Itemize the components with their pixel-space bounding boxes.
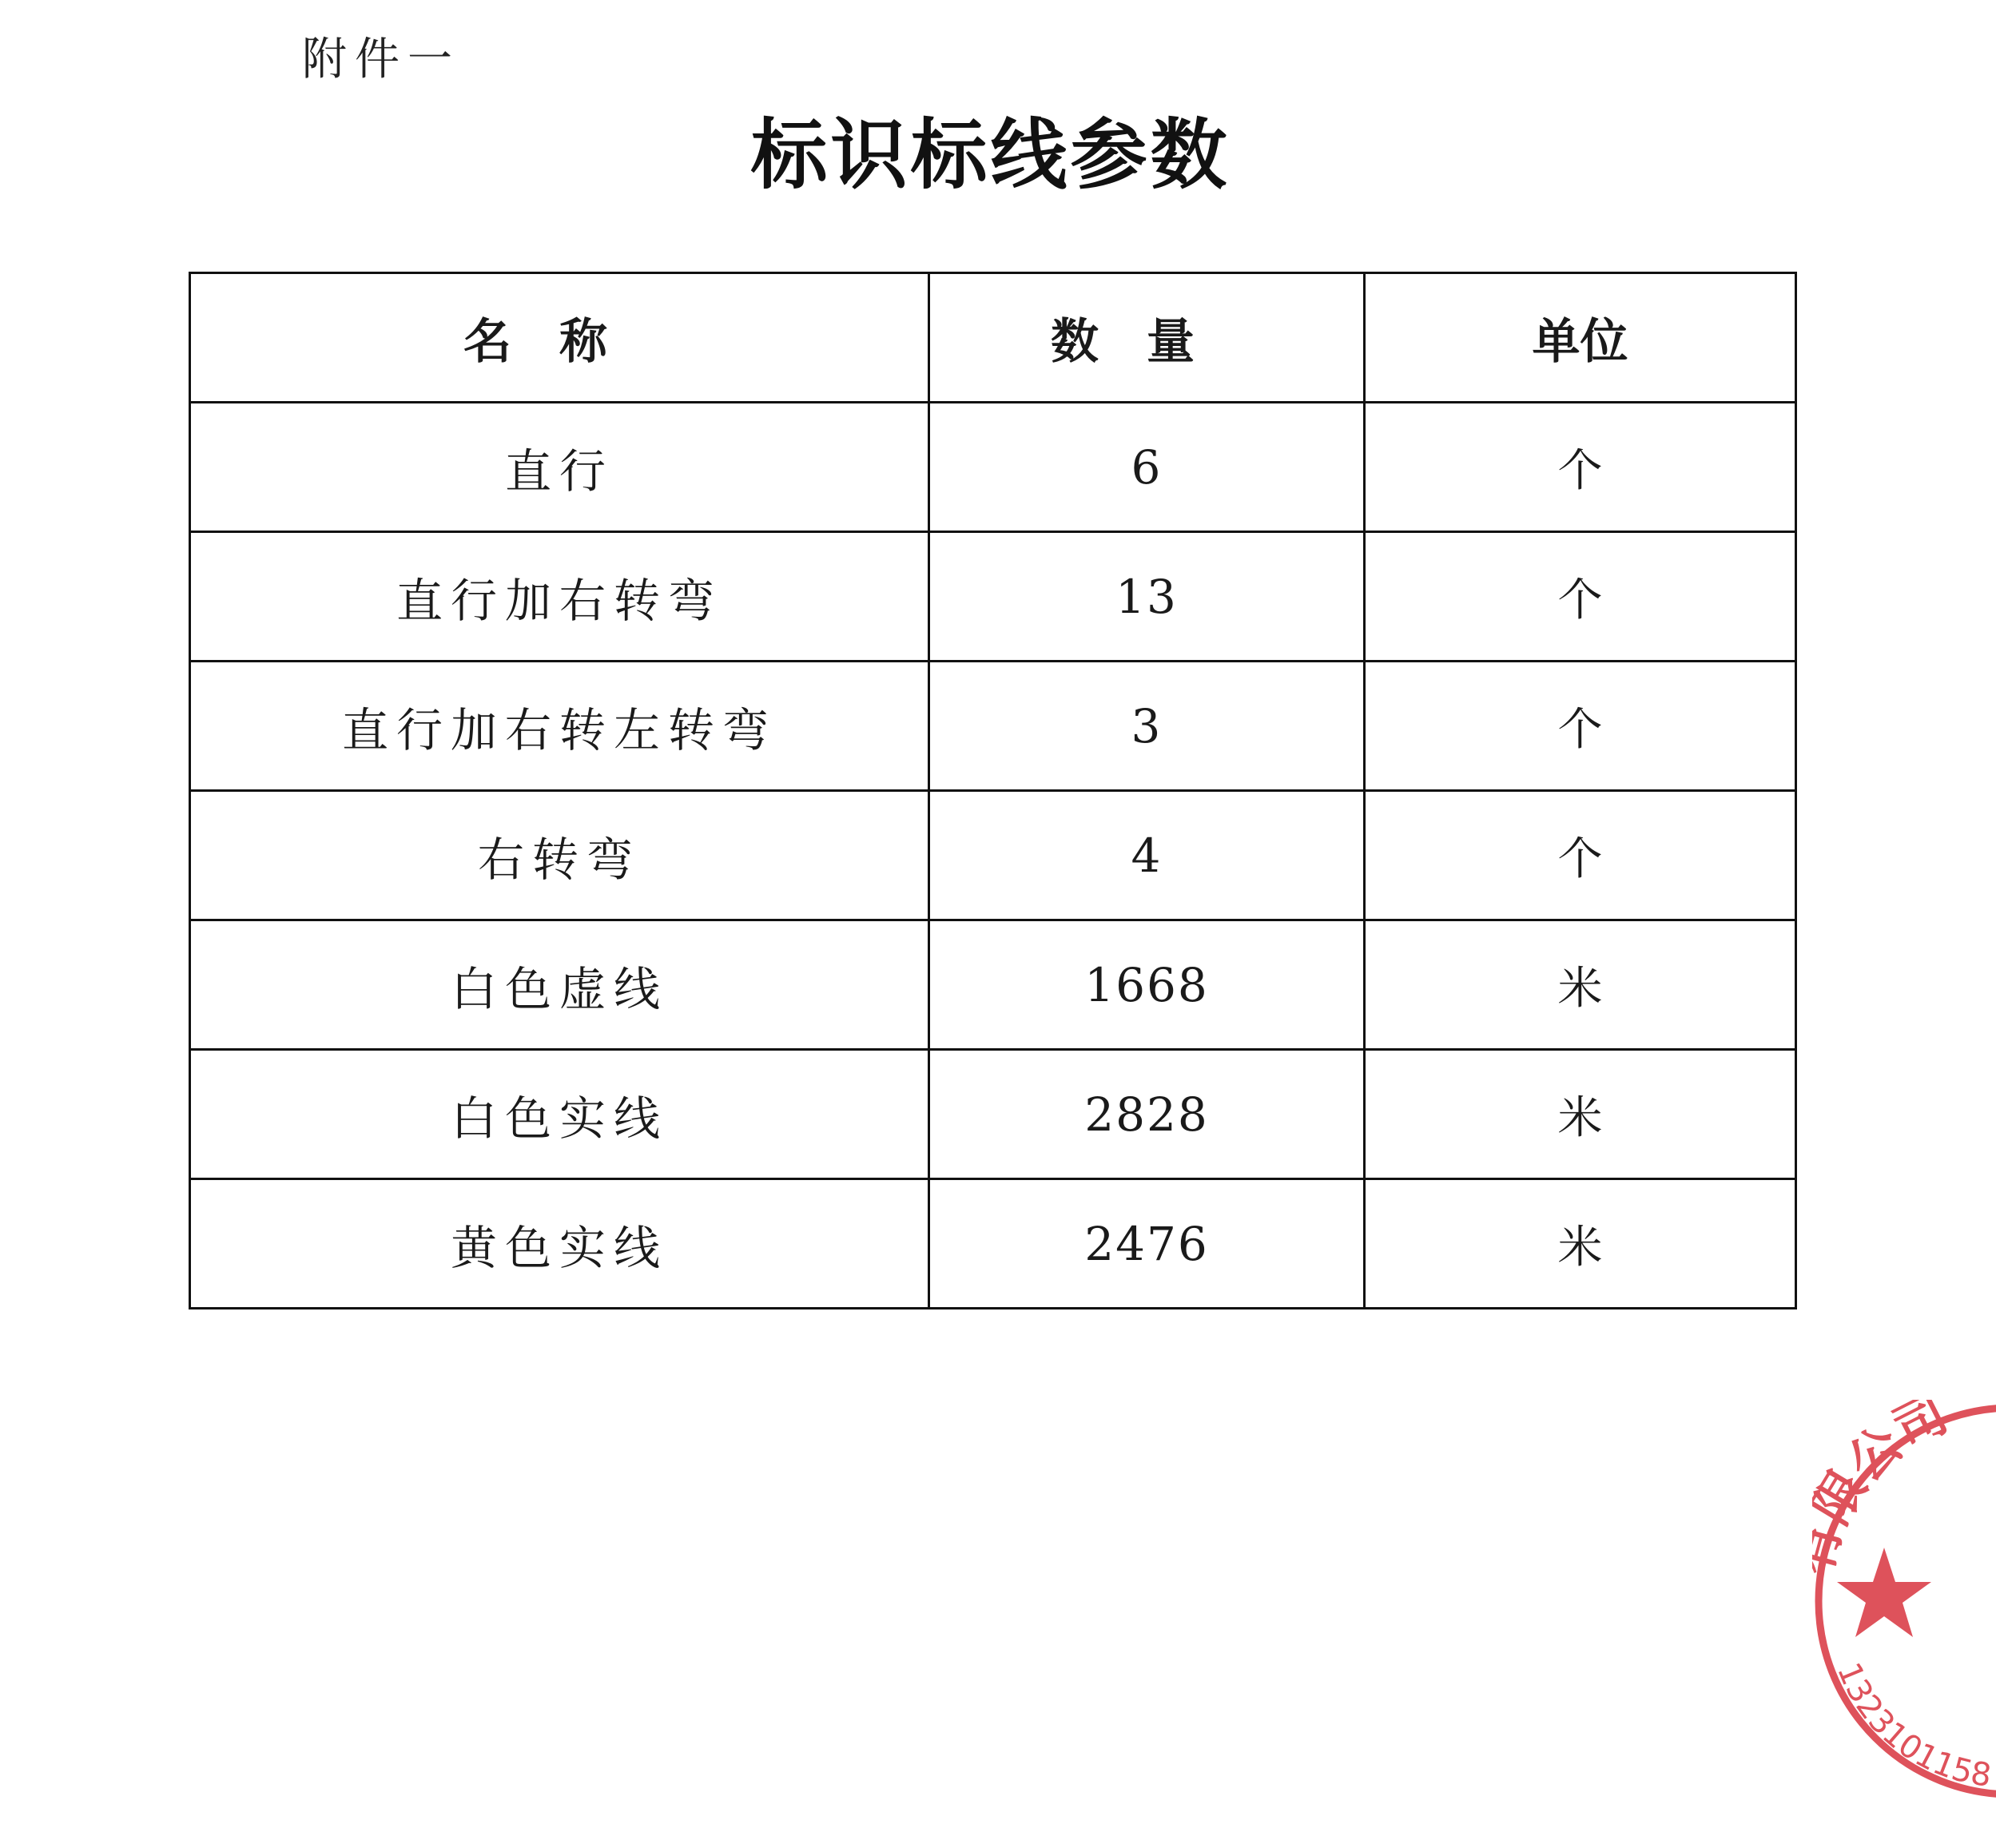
column-header-unit: 单位 [1365, 273, 1796, 403]
company-seal [1812, 1400, 1996, 1802]
row-unit-cell: 个 [1365, 532, 1796, 662]
row-unit-cell: 米 [1365, 1179, 1796, 1309]
table-row [190, 920, 1796, 1050]
row-quantity-cell: 4 [929, 791, 1365, 920]
table-header-row [190, 273, 1796, 403]
table-row [190, 532, 1796, 662]
row-quantity-cell: 13 [929, 532, 1365, 662]
table-row [190, 1179, 1796, 1309]
seal-star-icon [1837, 1548, 1931, 1637]
row-name-cell: 白色虚线 [190, 920, 929, 1050]
row-name-cell: 白色实线 [190, 1050, 929, 1179]
row-unit-cell: 米 [1365, 1050, 1796, 1179]
row-quantity-cell: 3 [929, 662, 1365, 791]
column-header-name: 名称 [190, 273, 929, 403]
table-row [190, 662, 1796, 791]
row-unit-cell: 个 [1365, 662, 1796, 791]
row-name-cell: 直行 [190, 403, 929, 532]
parameters-table [189, 272, 1797, 1309]
table-row [190, 403, 1796, 532]
row-quantity-cell: 2828 [929, 1050, 1365, 1179]
row-quantity-cell: 6 [929, 403, 1365, 532]
document-title: 标识标线参数 [750, 110, 1231, 200]
seal-stamp-icon [1812, 1400, 1996, 1802]
row-quantity-cell: 2476 [929, 1179, 1365, 1309]
attachment-label: 附件一 [302, 34, 460, 85]
table-row [190, 1050, 1796, 1179]
seal-top-text: 公司 [1836, 1400, 1958, 1494]
table-row [190, 791, 1796, 920]
row-name-cell: 直行加右转弯 [190, 532, 929, 662]
column-header-quantity: 数量 [929, 273, 1365, 403]
row-unit-cell: 个 [1365, 403, 1796, 532]
row-unit-cell: 个 [1365, 791, 1796, 920]
seal-bottom-text: 1323101158 [1829, 1657, 1994, 1794]
row-unit-cell: 米 [1365, 920, 1796, 1050]
row-name-cell: 右转弯 [190, 791, 929, 920]
row-name-cell: 直行加右转左转弯 [190, 662, 929, 791]
row-quantity-cell: 1668 [929, 920, 1365, 1050]
row-name-cell: 黄色实线 [190, 1179, 929, 1309]
